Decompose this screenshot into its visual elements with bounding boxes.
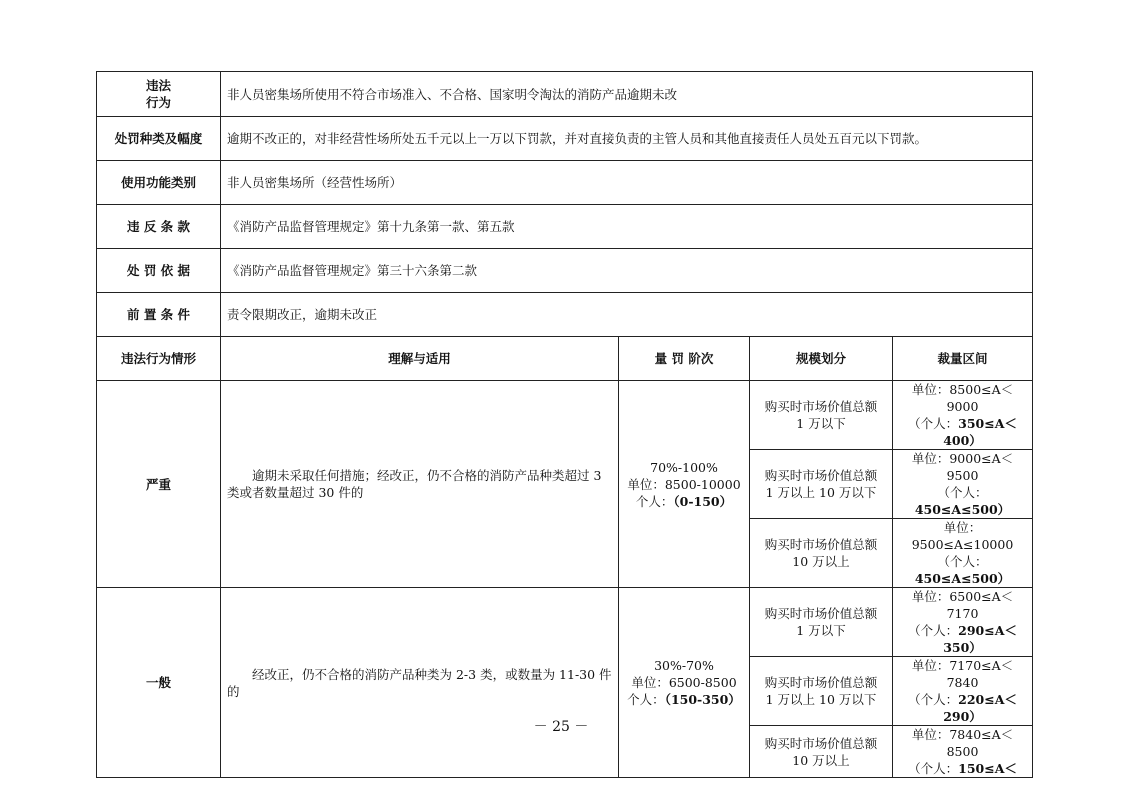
- table-row: [97, 381, 1033, 450]
- header-level: 量 罚 阶次: [619, 337, 750, 381]
- header-range: 裁量区间: [893, 337, 1033, 381]
- situation-severe: 严重: [97, 381, 221, 588]
- range-cell: 单位：8500≤A＜9000 （个人：350≤A＜ 400）: [893, 381, 1033, 450]
- row-penalty-type: [97, 117, 1033, 161]
- value-penalty-type: 逾期不改正的，对非经营性场所处五千元以上一万以下罚款，并对直接负责的主管人员和其他直接责任人员处五百元以下罚款。: [221, 117, 1033, 161]
- description-severe: 逾期未采取任何措施；经改正，仍不合格的消防产品种类超过 3 类或者数量超过 30 件的: [221, 381, 619, 588]
- level-severe: 70%-100% 单位：8500-10000 个人：（0-150）: [619, 381, 750, 588]
- label-penalty-type: 处罚种类及幅度: [97, 117, 221, 161]
- level-general: 30%-70% 单位：6500-8500 个人：（150-350）: [619, 588, 750, 778]
- label-precondition: 前 置 条 件: [97, 293, 221, 337]
- scale-cell: 购买时市场价值总额 1 万以下: [750, 381, 893, 450]
- scale-cell: 购买时市场价值总额 10 万以上: [750, 726, 893, 778]
- row-precondition: [97, 293, 1033, 337]
- range-cell: 单位：9000≤A＜9500 （个人：450≤A≤500）: [893, 450, 1033, 519]
- label-penalty-basis: 处 罚 依 据: [97, 249, 221, 293]
- value-function-category: 非人员密集场所（经营性场所）: [221, 161, 1033, 205]
- situation-general: 一般: [97, 588, 221, 778]
- value-violated-clause: 《消防产品监督管理规定》第十九条第一款、第五款: [221, 205, 1033, 249]
- row-violation: [97, 72, 1033, 117]
- value-precondition: 责令限期改正，逾期未改正: [221, 293, 1033, 337]
- scale-cell: 购买时市场价值总额 10 万以上: [750, 519, 893, 588]
- description-general: 经改正，仍不合格的消防产品种类为 2-3 类，或数量为 11-30 件的: [221, 588, 619, 778]
- scale-cell: 购买时市场价值总额 1 万以上 10 万以下: [750, 450, 893, 519]
- value-penalty-basis: 《消防产品监督管理规定》第三十六条第二款: [221, 249, 1033, 293]
- header-application: 理解与适用: [221, 337, 619, 381]
- range-cell: 单位：6500≤A＜7170 （个人：290≤A＜ 350）: [893, 588, 1033, 657]
- range-cell: 单位：7170≤A＜7840 （个人：220≤A＜ 290）: [893, 657, 1033, 726]
- penalty-table: [96, 71, 1033, 778]
- row-function-category: [97, 161, 1033, 205]
- scale-cell: 购买时市场价值总额 1 万以上 10 万以下: [750, 657, 893, 726]
- value-violation: 非人员密集场所使用不符合市场准入、不合格、国家明令淘汰的消防产品逾期未改: [221, 72, 1033, 117]
- page-number: － 25 －: [533, 719, 589, 735]
- label-violated-clause: 违 反 条 款: [97, 205, 221, 249]
- label-function-category: 使用功能类别: [97, 161, 221, 205]
- header-situation: 违法行为情形: [97, 337, 221, 381]
- range-cell: 单位：7840≤A＜8500 （个人：150≤A＜: [893, 726, 1033, 778]
- label-violation: 违法 行为: [97, 72, 221, 117]
- scale-cell: 购买时市场价值总额 1 万以下: [750, 588, 893, 657]
- row-violated-clause: [97, 205, 1033, 249]
- table-row: [97, 588, 1033, 657]
- range-cell: 单位：9500≤A≤10000 （个人：450≤A≤500）: [893, 519, 1033, 588]
- header-scale: 规模划分: [750, 337, 893, 381]
- header-row: [97, 337, 1033, 381]
- row-penalty-basis: [97, 249, 1033, 293]
